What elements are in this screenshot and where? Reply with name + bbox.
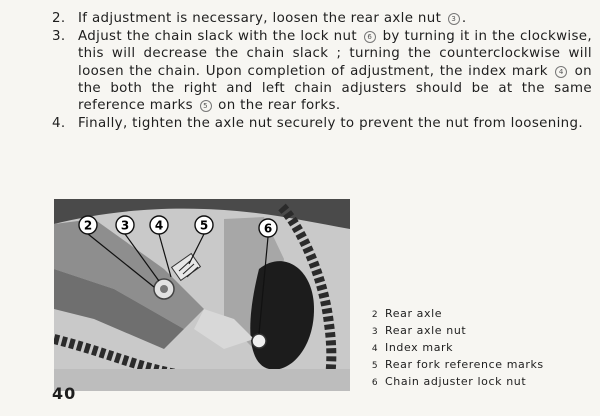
legend-number: 4 (371, 344, 379, 354)
legend-label: Chain adjuster lock nut (385, 375, 527, 388)
chain-adjuster-lock-nut (252, 334, 266, 348)
legend-number: 3 (371, 327, 379, 337)
step-text: on the both the right and left chain adjusters should be at the same reference marks (78, 63, 592, 114)
step-text: by turning it in the clockwise, this will decrease the chain slack ; turning the counterclockwise will loosen the chain. Upon completion of adjustment, the index mark (78, 29, 592, 79)
step-text: If adjustment is necessary, loosen the rear axle nut (78, 11, 442, 26)
callout-6: 6 (263, 221, 273, 236)
step-number: 4. (52, 116, 66, 132)
ref-circle: 4 (555, 66, 567, 78)
step-text: Finally, tighten the axle nut securely to prevent the nut from loosening. (78, 116, 583, 132)
legend-label: Index mark (385, 341, 454, 354)
legend-number: 5 (371, 361, 379, 371)
legend-item (365, 306, 544, 323)
axle-center (160, 285, 168, 293)
step-4 (52, 115, 592, 132)
callout-4: 4 (154, 218, 164, 233)
callout-2: 2 (83, 218, 93, 233)
legend-item (365, 340, 544, 357)
step-2 (52, 10, 592, 27)
legend-number: 6 (371, 378, 379, 388)
legend-item (365, 374, 544, 391)
photo-bottom-band (54, 369, 350, 391)
ref-circle: 3 (448, 13, 460, 25)
step-number: 3. (52, 29, 66, 45)
legend-item (365, 323, 544, 340)
ref-circle: 6 (364, 31, 376, 43)
legend-label: Rear axle nut (385, 324, 467, 337)
legend-label: Rear axle (385, 307, 443, 320)
step-number: 2. (52, 11, 66, 26)
procedure-steps (52, 10, 592, 132)
step-text: . (461, 11, 467, 26)
step-text: on the rear forks. (218, 98, 341, 114)
callout-5: 5 (199, 218, 209, 233)
legend-number: 2 (371, 310, 379, 320)
step-text: Adjust the chain slack with the lock nut (78, 29, 357, 45)
page-number: 40 (52, 384, 77, 403)
rear-axle-photo (54, 199, 350, 391)
callout-3: 3 (120, 218, 130, 233)
ref-circle: 5 (200, 100, 212, 112)
figure-legend (365, 306, 544, 391)
step-3 (52, 28, 592, 114)
legend-label: Rear fork reference marks (385, 358, 544, 371)
legend-item (365, 357, 544, 374)
